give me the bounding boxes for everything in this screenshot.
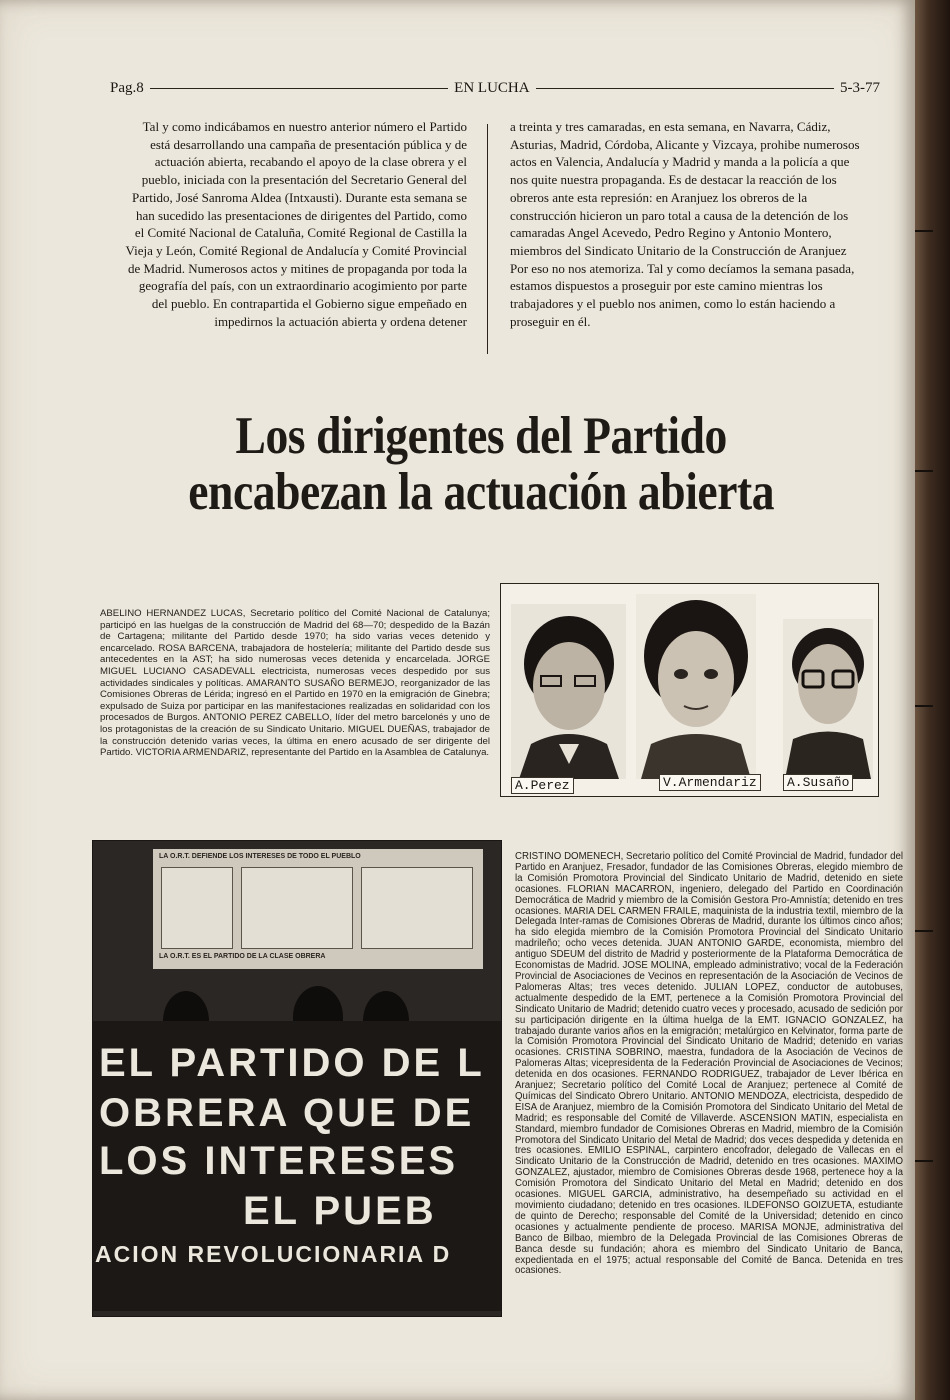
banner-line: EL PARTIDO DE L: [99, 1041, 485, 1085]
page-header: [110, 78, 880, 98]
portrait-strip: [500, 583, 879, 797]
intro-column-left: [125, 118, 467, 330]
bio-block-madrid: [515, 852, 903, 1277]
headline-line-1: Los dirigentes del Partido: [235, 407, 727, 465]
caption-susano: A.Susaño: [783, 774, 853, 791]
caption-armendariz: V.Armendariz: [659, 774, 761, 791]
portrait-susano: [783, 619, 873, 779]
spine-mark: [915, 230, 933, 232]
spine-mark: [915, 1160, 933, 1162]
poster-panel: [161, 867, 233, 949]
issue-date: 5-3-77: [840, 79, 881, 96]
caption-perez: A.Perez: [511, 777, 574, 794]
page-number: Pag.8: [110, 79, 144, 96]
header-rule: [536, 88, 834, 89]
spine-mark: [915, 470, 933, 472]
intro-text-left: Tal y como indicábamos en nuestro anterior número el Partido está desarrollando una campaña de presentación pública y de actuación abierta, recabando el apoyo de la clase obrera y el pueblo, iniciada con la presentación del Secretario General del Partido, José Sanroma Aldea (Intxausti). Durante esta semana se han sucedido las presentaciones de dirigentes del Partido, como el Comité Nacional de Cataluña, Comité Regional de Castilla la Vieja y León, Comité Regional de Andalucía y Comité Provincial de Madrid. Numerosos actos y mitines de propaganda por toda la geografía del país, con un extraordinario acogimiento por parte del pueblo. En contrapartida el Gobierno sigue empeñado en impedirnos la actuación abierta y ordena detener: [125, 119, 467, 329]
banner-line: ACION REVOLUCIONARIA D: [95, 1241, 452, 1267]
column-divider: [487, 124, 488, 354]
banner-line: LOS INTERESES: [99, 1139, 459, 1183]
poster-subheading: LA O.R.T. ES EL PARTIDO DE LA CLASE OBRERA: [159, 953, 326, 960]
poster-wall: [153, 849, 483, 969]
portrait-perez: [511, 604, 626, 779]
banner-line: OBRERA QUE DE: [99, 1091, 475, 1135]
banner-line: EL PUEB: [243, 1189, 437, 1233]
intro-column-right: [510, 118, 865, 330]
poster-panel: [361, 867, 473, 949]
rally-banner: [93, 1021, 501, 1311]
header-rule: [150, 88, 448, 89]
spine-mark: [915, 930, 933, 932]
spine-mark: [915, 705, 933, 707]
poster-heading: LA O.R.T. DEFIENDE LOS INTERESES DE TODO EL PUEBLO: [159, 853, 361, 860]
poster-panel: [241, 867, 353, 949]
bio-text-bottom: CRISTINO DOMENECH, Secretario político del Comité Provincial de Madrid, fundador del Partido en Aranjuez, Fresador, fundador de las Comisiones Obreras, elegido miembro de la Comisión Promotora Provincial del Sindicato Unitario de Madrid, detenido en siete ocasiones. FLORIAN MACARRON, ingeniero, delegado del Partido en Coordinación Democrática de Madrid y miembro de la Comisión Gestora Pro-Amnistía; detenido en tres ocasiones. MARIA DEL CARMEN FRAILE, maquinista de la industria textil, miembro de la Delegada Inter-ramas de Comisiones Obreras de Madrid, durante los últimos cinco años; ha sido elegida miembro de la Comisión Promotora Provincial del Sindicato Unitario madrileño; ocho veces detenida. JUAN ANTONIO GARDE, economista, miembro del antiguo SDEUM del distrito de Madrid y posteriormente de la Plataforma Democrática de Economistas de Madrid. JOSE MOLINA, empleado administrativo; vocal de la Federación Provincial de Asociaciones de Vecinos en representación de la Asociación de Vecinos de Palomeras Altas; tres veces detenido. JULIAN LOPEZ, conductor de autobuses, actualmente despedido de la EMT, pertenece a la Comisión Promotora Provincial del Sindicato Unitario de Madrid; detenido cuatro veces y procesado, acusado de sedición por su participación dirigente en la última huelga de la EMT. IGNACIO GONZALEZ, ha trabajado durante varios años en la emigración; metalúrgico en Kelvinator, forma parte de la Comisión Promotora Provincial del Sindicato Unitario de Madrid; detenido en varias ocasiones. CRISTINA SOBRINO, maestra, fundadora de la Asociación de Vecinos de Palomeras Altas; vicepresidenta de la Federación Provincial de Asociaciones de Vecinos; detenida en dos ocasiones. FERNANDO RODRIGUEZ, trabajador de Lever Ibérica en Aranjuez; Secretario político del Comité Local de Aranjuez; pertenece al Comité de Químicas del Sindicato Obrero Unitario. ANTONIO MENDOZA, electricista, despedido de EISA de Aranjuez, miembro de la Comisión Promotora del Sindicato Unitario del Metal de Madrid; es responsable del Comité de Villaverde. ASCENSION MATIN, especialista en Standard, miembro fundador de Comisiones Obreras en Madrid, miembro de la Comisión Promotora del Sindicato Unitario del Metal de Madrid; dos veces despedida y detenida en tres ocasiones. EMILIO ESPINAL, carpintero encofrador, delegado de Vallecas en el Sindicato Unitario de la Construcción de Madrid, detenido en tres ocasiones. MAXIMO GONZALEZ, ajustador, miembro de Comisiones Obreras desde 1968, pertenece hoy a la Comisión Promotora del Sindicato Unitario del Metal en Madrid; detenido en dos ocasiones. MIGUEL GARCIA, administrativo, ha desempeñado su actividad en el movimiento ciudadano; detenido en tres ocasiones. ILDEFONSO GOIZUETA, estudiante de quinto de Derecho; responsable del Comité de la Universidad; detenido en cinco ocasiones y actualmente pendiente de proceso. MARISA MONJE, administrativa del Banco de Bilbao, miembro de la Delegada Provincial de las Comisiones Obreras de Banca desde su fundación; ahora es miembro del Sindicato Unitario de Banca, expedientada en el 1975; actual responsable del Comité de Banca. Detenida en tres ocasiones.: [515, 851, 903, 1277]
publication-title: EN LUCHA: [454, 79, 530, 96]
portrait-armendariz: [636, 594, 756, 779]
bio-block-catalunya: [100, 608, 490, 759]
article-headline: [120, 408, 842, 520]
headline-line-2: encabezan la actuación abierta: [188, 463, 775, 521]
rally-photo: [92, 840, 502, 1317]
binding-spine: [915, 0, 950, 1400]
bio-text-top: ABELINO HERNANDEZ LUCAS, Secretario político del Comité Nacional de Catalunya; participó en las huelgas de la construcción de Madrid del 68—70; despedido de la Bazán de Cartagena; militante del Partido desde 1970; ha sido varias veces detenido y encarcelado. ROSA BARCENA, trabajadora de hostelería; militante del Partido desde sus antecedentes en la AST; ha sido numerosas veces detenida y encarcelada. JORGE MIGUEL LUCIANO CASADEVALL electricista, numerosas veces despedido por sus actividades sindicales y políticas. AMARANTO SUSAÑO BERMEJO, reorganizador de las Comisiones Obreras de Lérida; ingresó en el Partido en 1970 en la emigración de Ginebra; expulsado de Suiza por participar en las manifestaciones realizadas en solidaridad con los procesados de Burgos. ANTONIO PEREZ CABELLO, líder del metro barcelonés y uno de los protagonistas de la creación de su Sindicato Unitario. MIGUEL DUEÑAS, trabajador de la construcción detenido varias veces, la última en enero acusado de ser dirigente del Partido. VICTORIA ARMENDARIZ, representante del Partido en la Asamblea de Catalunya.: [100, 608, 490, 759]
intro-text-right: a treinta y tres camaradas, en esta semana, en Navarra, Cádiz, Asturias, Madrid, Córdoba, Alicante y Vizcaya, prohibe numerosos actos en Valencia, Andalucía y Madrid y manda a la policía a que nos quite nuestra propaganda. Es de destacar la reacción de los obreros ante esta represión: en Aranjuez los obreros de la construcción hicieron un paro total a causa de la detención de los camaradas Angel Acevedo, Pedro Regino y Antonio Montero, miembros del Sindicato Unitario de la Construcción de Aranjuez Por eso no nos atemoriza. Tal y como decíamos la semana pasada, estamos dispuestos a proseguir por este camino mientras los trabajadores y el pueblo nos animen, como lo están haciendo a proseguir en él.: [510, 119, 860, 329]
